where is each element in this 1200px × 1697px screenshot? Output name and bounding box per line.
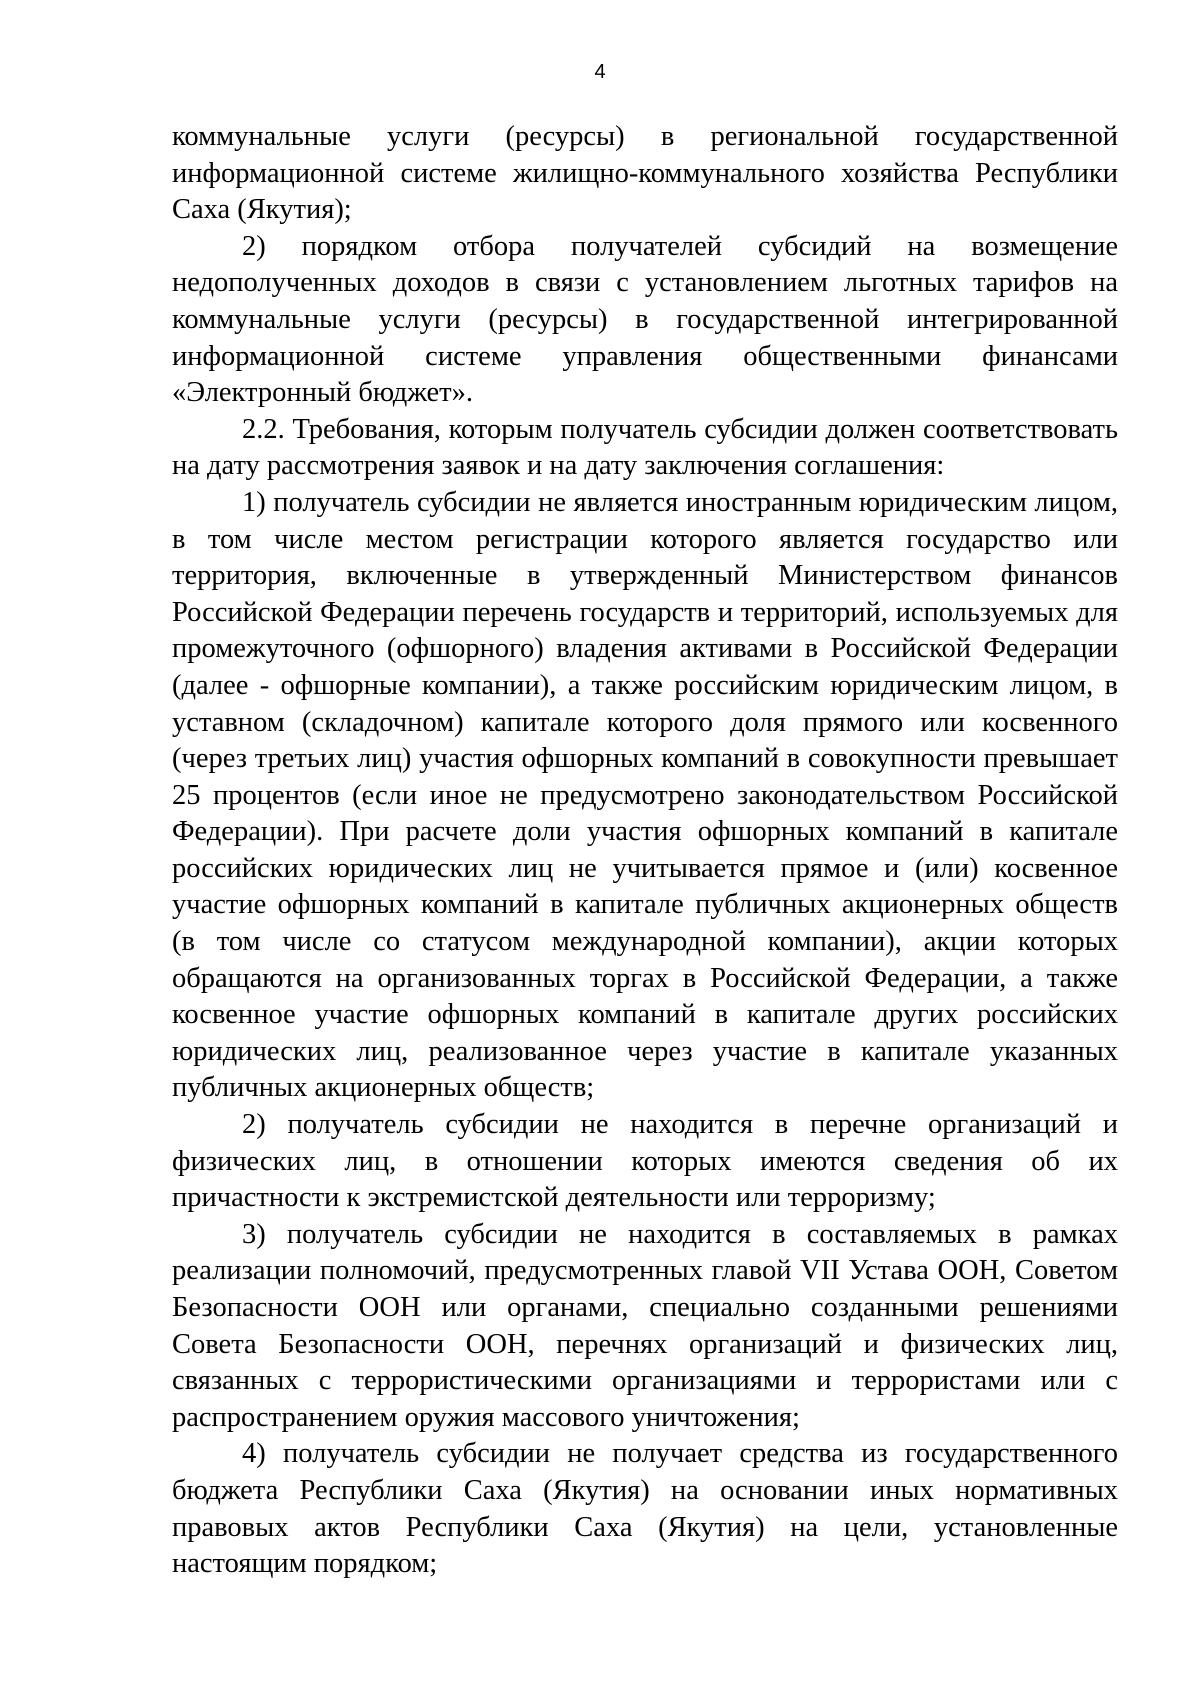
paragraph-item-2-order: 2) порядком отбора получателей субсидий на возмещение недополученных доходов в связи с установлением льготных тарифов на коммунальные услуги (ресурсы) в государственной интегрированной информационной системе управления общественными финансами «Электронный бюджет». — [172, 230, 1118, 409]
paragraph-section-2-2: 2.2. Требования, которым получатель субсидии должен соответствовать на дату рассмотрения заявок и на дату заключения соглашения: — [172, 413, 1118, 482]
page-number: 4 — [594, 61, 606, 83]
paragraph-requirement-2: 2) получатель субсидии не находится в перечне организаций и физических лиц, в отношении которых имеются сведения об их причастности к экстремистской деятельности или терроризму; — [172, 1109, 1118, 1214]
document-body — [172, 119, 1118, 1583]
paragraph-continuation: коммунальные услуги (ресурсы) в региональной государственной информационной системе жилищно-коммунального хозяйства Республики Саха (Якутия); — [172, 121, 1118, 226]
paragraph-requirement-3: 3) получатель субсидии не находится в составляемых в рамках реализации полномочий, предусмотренных главой VII Устава ООН, Советом Безопасности ООН или органами, специально созданными решениями Совета Безопасности ООН, перечнях организаций и физических лиц, связанных с террористическими организациями и террористами или с распространением оружия массового уничтожения; — [172, 1218, 1118, 1433]
paragraph-requirement-1: 1) получатель субсидии не является иностранным юридическим лицом, в том числе местом регистрации которого является государство или территория, включенные в утвержденный Министерством финансов Российской Федерации перечень государств и территорий, используемых для промежуточного (офшорного) владения активами в Российской Федерации (далее - офшорные компании), а также российским юридическим лицом, в уставном (складочном) капитале которого доля прямого или косвенного (через третьих лиц) участия офшорных компаний в совокупности превышает 25 процентов (если иное не предусмотрено законодательством Российской Федерации). При расчете доли участия офшорных компаний в капитале российских юридических лиц не учитывается прямое и (или) косвенное участие офшорных компаний в капитале публичных акционерных обществ (в том числе со статусом международной компании), акции которых обращаются на организованных торгах в Российской Федерации, а также косвенное участие офшорных компаний в капитале других российских юридических лиц, реализованное через участие в капитале указанных публичных акционерных обществ; — [172, 486, 1118, 1104]
paragraph-requirement-4: 4) получатель субсидии не получает средства из государственного бюджета Республики Саха (Якутия) на основании иных нормативных правовых актов Республики Саха (Якутия) на цели, установленные настоящим порядком; — [172, 1438, 1118, 1580]
